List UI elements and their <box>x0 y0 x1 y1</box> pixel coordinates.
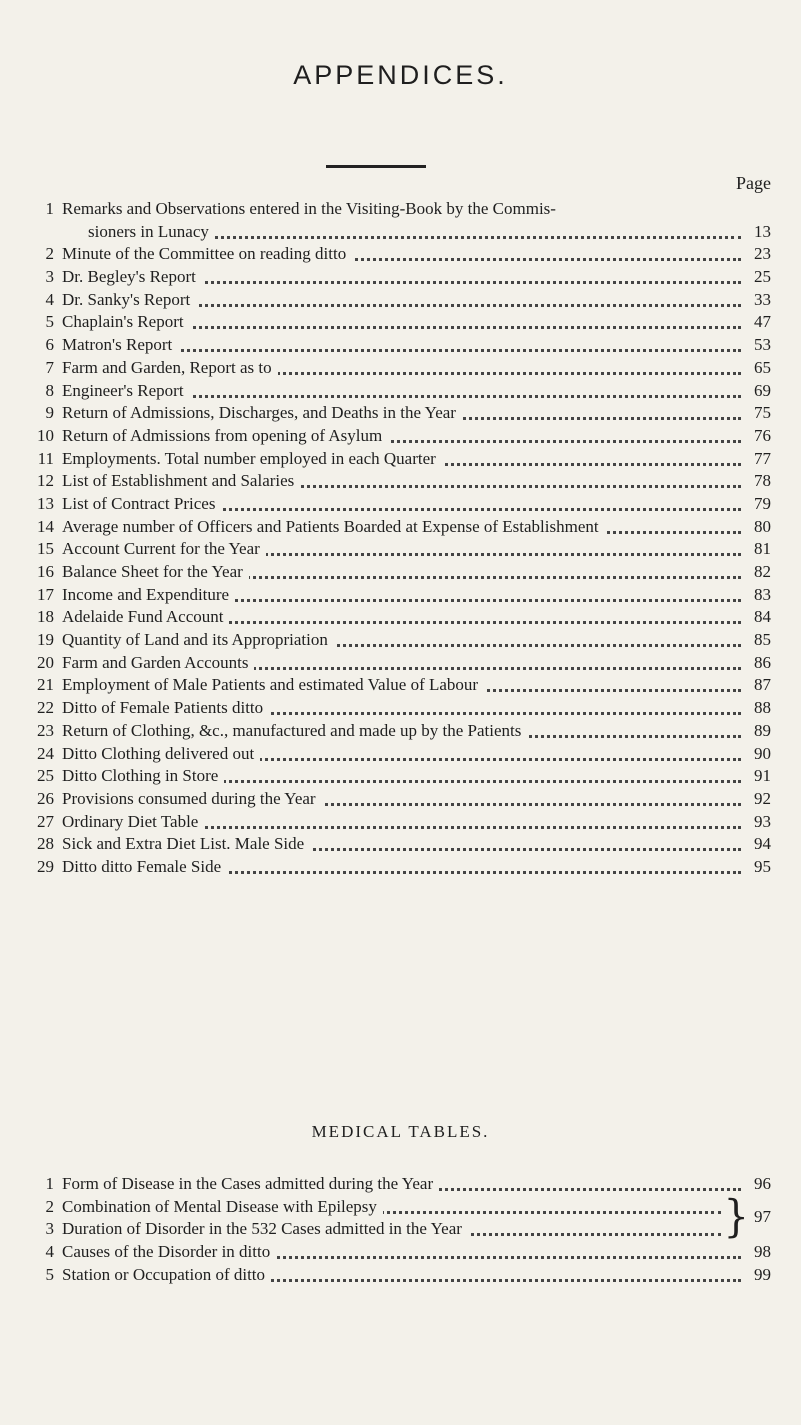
entry-title <box>62 289 741 311</box>
toc-row <box>0 652 801 675</box>
entry-page: 89 <box>754 720 771 740</box>
entry-page: 79 <box>754 493 771 513</box>
toc-row <box>0 720 801 743</box>
entry-title-text: Farm and Garden Accounts <box>62 653 254 672</box>
entry-page: 80 <box>754 516 771 536</box>
entry-title <box>62 584 741 606</box>
entry-title <box>62 629 741 651</box>
entry-page: 90 <box>754 743 771 763</box>
entry-title <box>62 1218 721 1240</box>
entry-page: 99 <box>754 1264 771 1284</box>
brace-page-number: 97 <box>754 1207 771 1226</box>
entry-number: 7 <box>45 357 54 377</box>
toc-row <box>0 538 801 561</box>
entry-title <box>62 561 741 583</box>
entry-page: 88 <box>754 698 771 718</box>
entry-number: 10 <box>37 425 54 445</box>
entry-title-text: Matron's Report <box>62 335 178 354</box>
entry-page: 94 <box>754 834 771 854</box>
title-rule <box>326 165 426 168</box>
medical-tables-heading: MEDICAL TABLES. <box>311 1122 490 1141</box>
entry-title <box>62 674 741 696</box>
toc-row <box>0 289 801 312</box>
entry-page: 33 <box>754 289 771 309</box>
entry-title <box>62 448 741 470</box>
entry-title <box>62 266 741 288</box>
entry-title-text: Balance Sheet for the Year <box>62 562 249 581</box>
entry-title-text: Causes of the Disorder in ditto <box>62 1242 276 1261</box>
entry-number: 20 <box>37 652 54 672</box>
entry-page: 75 <box>754 403 771 423</box>
entry-title <box>62 697 741 719</box>
entry-title-text: Dr. Sanky's Report <box>62 290 196 309</box>
entry-page: 53 <box>754 335 771 355</box>
entry-number: 3 <box>45 1219 54 1239</box>
entry-title <box>62 198 741 220</box>
entry-page: 85 <box>754 630 771 650</box>
entry-number: 22 <box>37 698 54 718</box>
entry-title-text: Minute of the Committee on reading ditto <box>62 244 352 263</box>
entry-title-text: Engineer's Report <box>62 381 190 400</box>
entry-page: 76 <box>754 425 771 445</box>
entry-number: 28 <box>37 834 54 854</box>
entry-title <box>62 1196 721 1218</box>
toc-row <box>0 425 801 448</box>
entry-title-text: Station or Occupation of ditto <box>62 1265 271 1284</box>
entry-title-text: Average number of Officers and Patients Boarded at Expense of Establishment <box>62 517 605 536</box>
entry-number: 18 <box>37 607 54 627</box>
entry-page: 93 <box>754 811 771 831</box>
entry-title-text: Ditto of Female Patients ditto <box>62 698 269 717</box>
toc-row <box>0 311 801 334</box>
entry-title-text: Remarks and Observations entered in the Visiting-Book by the Commis- <box>62 199 562 218</box>
entry-title-text: Quantity of Land and its Appropriation <box>62 630 334 649</box>
entry-number: 12 <box>37 471 54 491</box>
entry-title <box>62 720 741 742</box>
entry-title-text: List of Contract Prices <box>62 494 221 513</box>
entry-title <box>62 538 741 560</box>
toc-row <box>0 788 801 811</box>
entry-title <box>62 811 741 833</box>
toc-row <box>0 765 801 788</box>
entry-number: 6 <box>45 335 54 355</box>
entry-number: 21 <box>37 675 54 695</box>
entry-page: 77 <box>754 448 771 468</box>
entry-title-text: Chaplain's Report <box>62 312 190 331</box>
entry-page: 47 <box>754 312 771 332</box>
entry-number: 4 <box>45 289 54 309</box>
toc-row <box>0 1196 801 1219</box>
toc-row <box>0 674 801 697</box>
entry-title-text: Account Current for the Year <box>62 539 266 558</box>
entry-number: 16 <box>37 562 54 581</box>
entry-title-text: Duration of Disorder in the 532 Cases admitted in the Year <box>62 1219 468 1238</box>
toc-row <box>0 833 801 856</box>
entry-page: 65 <box>754 357 771 377</box>
toc-row <box>0 697 801 720</box>
entry-title <box>62 334 741 356</box>
entry-page: 81 <box>754 539 771 559</box>
entry-number: 1 <box>45 199 54 218</box>
entry-number: 19 <box>37 630 54 650</box>
entry-number: 29 <box>37 856 54 876</box>
entry-title-text: Sick and Extra Diet List. Male Side <box>62 834 310 853</box>
entry-number: 2 <box>45 1196 54 1216</box>
brace-icon: } <box>723 1191 749 1243</box>
toc-row <box>0 1173 801 1196</box>
entry-page: 96 <box>754 1174 771 1193</box>
entry-number: 8 <box>45 380 54 400</box>
toc-row <box>0 266 801 289</box>
toc-row <box>0 1218 801 1241</box>
entry-title <box>62 311 741 333</box>
entry-title <box>62 765 741 787</box>
entry-number: 25 <box>37 766 54 786</box>
entry-title-text: Ditto Clothing in Store <box>62 766 224 785</box>
entry-page: 95 <box>754 856 771 876</box>
entry-title <box>88 221 741 243</box>
entry-page: 86 <box>754 652 771 672</box>
entry-title-text: Employments. Total number employed in each Quarter <box>62 449 442 468</box>
entry-title <box>62 1241 741 1263</box>
entry-title <box>62 357 741 379</box>
entry-title <box>62 380 741 402</box>
entry-title <box>62 243 741 265</box>
toc-row <box>0 357 801 380</box>
toc-row <box>0 470 801 493</box>
entry-title-text: Adelaide Fund Account <box>62 607 229 626</box>
toc-row <box>0 402 801 425</box>
toc-row <box>0 606 801 629</box>
entry-title <box>62 833 741 855</box>
entry-number: 5 <box>45 1264 54 1284</box>
entry-title <box>62 1173 741 1195</box>
entry-title-text: Ditto ditto Female Side <box>62 857 227 876</box>
entry-title <box>62 788 741 810</box>
entry-number: 2 <box>45 244 54 264</box>
toc-row <box>0 1264 801 1287</box>
entry-number: 5 <box>45 312 54 332</box>
entry-number: 26 <box>37 788 54 808</box>
entry-title-text: sioners in Lunacy <box>88 222 215 241</box>
entry-number: 4 <box>45 1242 54 1262</box>
entry-title-text: Ditto Clothing delivered out <box>62 744 260 763</box>
entry-title <box>62 402 741 424</box>
entry-title <box>62 856 741 878</box>
toc-row <box>0 584 801 607</box>
entry-title-text: List of Establishment and Salaries <box>62 471 300 490</box>
entry-title <box>62 516 741 538</box>
entry-number: 1 <box>45 1174 54 1193</box>
toc-row <box>0 221 801 244</box>
entry-title <box>62 470 741 492</box>
toc-row <box>0 1241 801 1264</box>
medical-tables-list <box>0 1173 801 1286</box>
entry-title-text: Income and Expenditure <box>62 585 235 604</box>
entry-number: 17 <box>37 584 54 604</box>
toc-row <box>0 380 801 403</box>
entry-title <box>62 743 741 765</box>
entry-page: 13 <box>754 221 771 241</box>
page-title: APPENDICES. <box>293 60 508 90</box>
entry-page: 91 <box>754 766 771 786</box>
entry-title-text: Return of Admissions, Discharges, and Deaths in the Year <box>62 403 462 422</box>
toc-row <box>0 334 801 357</box>
entry-page: 69 <box>754 380 771 400</box>
entry-page: 23 <box>754 244 771 264</box>
toc-row <box>0 811 801 834</box>
entry-page: 98 <box>754 1242 771 1262</box>
entry-page: 84 <box>754 607 771 627</box>
entry-title-text: Employment of Male Patients and estimated Value of Labour <box>62 675 484 694</box>
entry-number: 27 <box>37 811 54 831</box>
toc-row <box>0 856 801 879</box>
entry-number: 24 <box>37 743 54 763</box>
toc-row <box>0 243 801 266</box>
appendix-list <box>0 198 801 879</box>
entry-page: 92 <box>754 788 771 808</box>
entry-title <box>62 493 741 515</box>
entry-page: 83 <box>754 584 771 604</box>
entry-title-text: Form of Disease in the Cases admitted during the Year <box>62 1174 439 1193</box>
toc-row <box>0 743 801 766</box>
entry-page: 87 <box>754 675 771 695</box>
entry-number: 11 <box>37 448 54 468</box>
entry-page: 82 <box>754 562 771 581</box>
entry-title-text: Farm and Garden, Report as to <box>62 358 278 377</box>
toc-row <box>0 516 801 539</box>
entry-title <box>62 425 741 447</box>
entry-number: 14 <box>37 516 54 536</box>
entry-page: 25 <box>754 267 771 287</box>
entry-title-text: Dr. Begley's Report <box>62 267 202 286</box>
toc-row <box>0 561 801 584</box>
entry-title-text: Ordinary Diet Table <box>62 812 204 831</box>
entry-title-text: Return of Clothing, &c., manufactured and made up by the Patients <box>62 721 527 740</box>
entry-title <box>62 1264 741 1286</box>
toc-row <box>0 198 801 221</box>
entry-number: 15 <box>37 539 54 559</box>
entry-title <box>62 652 741 674</box>
page-column-label: Page <box>736 173 771 193</box>
entry-title-text: Combination of Mental Disease with Epilepsy <box>62 1197 383 1216</box>
entry-title <box>62 606 741 628</box>
toc-row <box>0 448 801 471</box>
entry-number: 13 <box>37 493 54 513</box>
entry-number: 9 <box>45 403 54 423</box>
entry-title-text: Return of Admissions from opening of Asylum <box>62 426 388 445</box>
entry-title-text: Provisions consumed during the Year <box>62 789 322 808</box>
toc-row <box>0 493 801 516</box>
entry-number: 3 <box>45 267 54 287</box>
entry-number: 23 <box>37 720 54 740</box>
toc-row <box>0 629 801 652</box>
entry-page: 78 <box>754 471 771 491</box>
